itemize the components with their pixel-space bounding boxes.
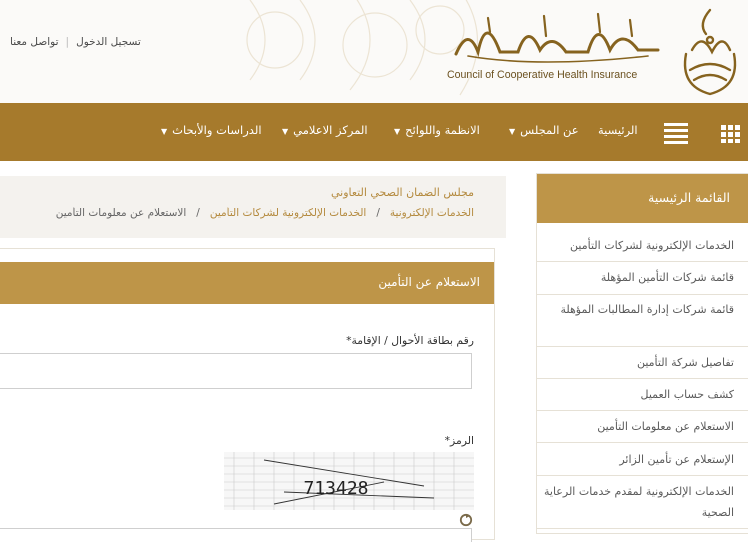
sidebar-header — [537, 174, 748, 223]
sidebar-item-label: الاستعلام عن معلومات التأمين — [597, 420, 734, 433]
sidebar-item-qualified-insurers[interactable] — [537, 262, 748, 295]
sidebar-item-customer-statement[interactable] — [537, 379, 748, 411]
sidebar-item-insurer-details[interactable] — [537, 347, 748, 379]
captcha-refresh-icon[interactable] — [459, 513, 473, 527]
nav-item-label: عن المجلس — [520, 123, 579, 137]
sidebar-item-insurance-eservices[interactable] — [537, 232, 748, 262]
id-number-label: رقم بطاقة الأحوال / الإقامة* — [346, 334, 474, 347]
sidebar-item-provider-eservices[interactable] — [537, 476, 748, 529]
nav-item-about[interactable] — [509, 123, 579, 137]
top-links-divider: | — [65, 36, 70, 48]
captcha-image — [224, 452, 474, 510]
site-header — [0, 0, 748, 103]
breadcrumb-item[interactable]: الخدمات الإلكترونية — [389, 207, 474, 219]
sidebar-item-insurance-inquiry[interactable] — [537, 411, 748, 443]
captcha-code-input[interactable] — [0, 528, 472, 542]
nav-item-home[interactable] — [598, 123, 638, 137]
id-number-input[interactable] — [0, 353, 472, 389]
captcha-code-label: الرمز* — [444, 434, 474, 447]
contact-link[interactable]: تواصل معنا — [10, 36, 59, 48]
breadcrumb-path — [0, 207, 474, 219]
chevron-down-icon: ▼ — [394, 127, 401, 136]
sidebar-item-label: الخدمات الإلكترونية لمقدم خدمات الرعاية الصحية — [544, 485, 734, 519]
breadcrumb-item[interactable]: الخدمات الإلكترونية لشركات التأمين — [209, 207, 367, 219]
nav-item-label: الانظمة واللوائح — [405, 123, 480, 137]
nav-item-media-center[interactable] — [282, 123, 368, 137]
chevron-down-icon: ▼ — [509, 127, 516, 136]
chevron-down-icon: ▼ — [282, 127, 289, 136]
main-nav — [0, 103, 748, 161]
sidebar-item-label: قائمة شركات إدارة المطالبات المؤهلة — [560, 303, 734, 316]
sidebar-item-label: كشف حساب العميل — [640, 388, 734, 401]
top-links — [10, 36, 141, 48]
logo-arabic-text: مجلس الضمان الصحي التعاوني — [464, 36, 648, 52]
sidebar-item-label: الإستعلام عن تأمين الزائر — [619, 453, 734, 466]
breadcrumb-separator: / — [376, 207, 380, 219]
nav-item-regulations[interactable] — [394, 123, 480, 137]
sidebar-menu — [536, 173, 748, 534]
apps-grid-icon[interactable] — [721, 125, 743, 143]
sidebar-item-label: قائمة شركات التأمين المؤهلة — [600, 271, 734, 284]
council-emblem-icon[interactable] — [672, 4, 748, 100]
form-title: الاستعلام عن التأمين — [378, 275, 480, 289]
breadcrumb-current: الاستعلام عن معلومات التأمين — [55, 207, 187, 219]
sidebar-item-label: الخدمات الإلكترونية لشركات التأمين — [570, 239, 734, 252]
sidebar-item-claims-companies[interactable] — [537, 295, 748, 347]
breadcrumb — [0, 176, 506, 238]
nav-item-label: الدراسات والأبحاث — [172, 123, 262, 137]
form-panel-header — [0, 262, 494, 304]
logo-english-text: Council of Cooperative Health Insurance — [447, 69, 638, 81]
breadcrumb-title[interactable]: مجلس الضمان الصحي التعاوني — [330, 186, 474, 199]
sidebar-title: القائمة الرئيسية — [648, 190, 730, 205]
nav-item-label: الرئيسية — [598, 123, 638, 137]
chevron-down-icon: ▼ — [161, 127, 168, 136]
nav-item-label: المركز الاعلامي — [293, 123, 368, 137]
menu-list-icon[interactable] — [664, 123, 688, 145]
logo-arabic-calligraphy[interactable] — [448, 6, 664, 68]
breadcrumb-separator: / — [196, 207, 200, 219]
nav-item-studies[interactable] — [161, 123, 262, 137]
sidebar-item-visitor-insurance[interactable] — [537, 443, 748, 476]
login-link[interactable]: تسجيل الدخول — [76, 36, 141, 48]
sidebar-item-label: تفاصيل شركة التأمين — [636, 356, 734, 369]
inquiry-form-panel — [0, 248, 495, 540]
captcha-text: 713428 — [303, 478, 369, 499]
